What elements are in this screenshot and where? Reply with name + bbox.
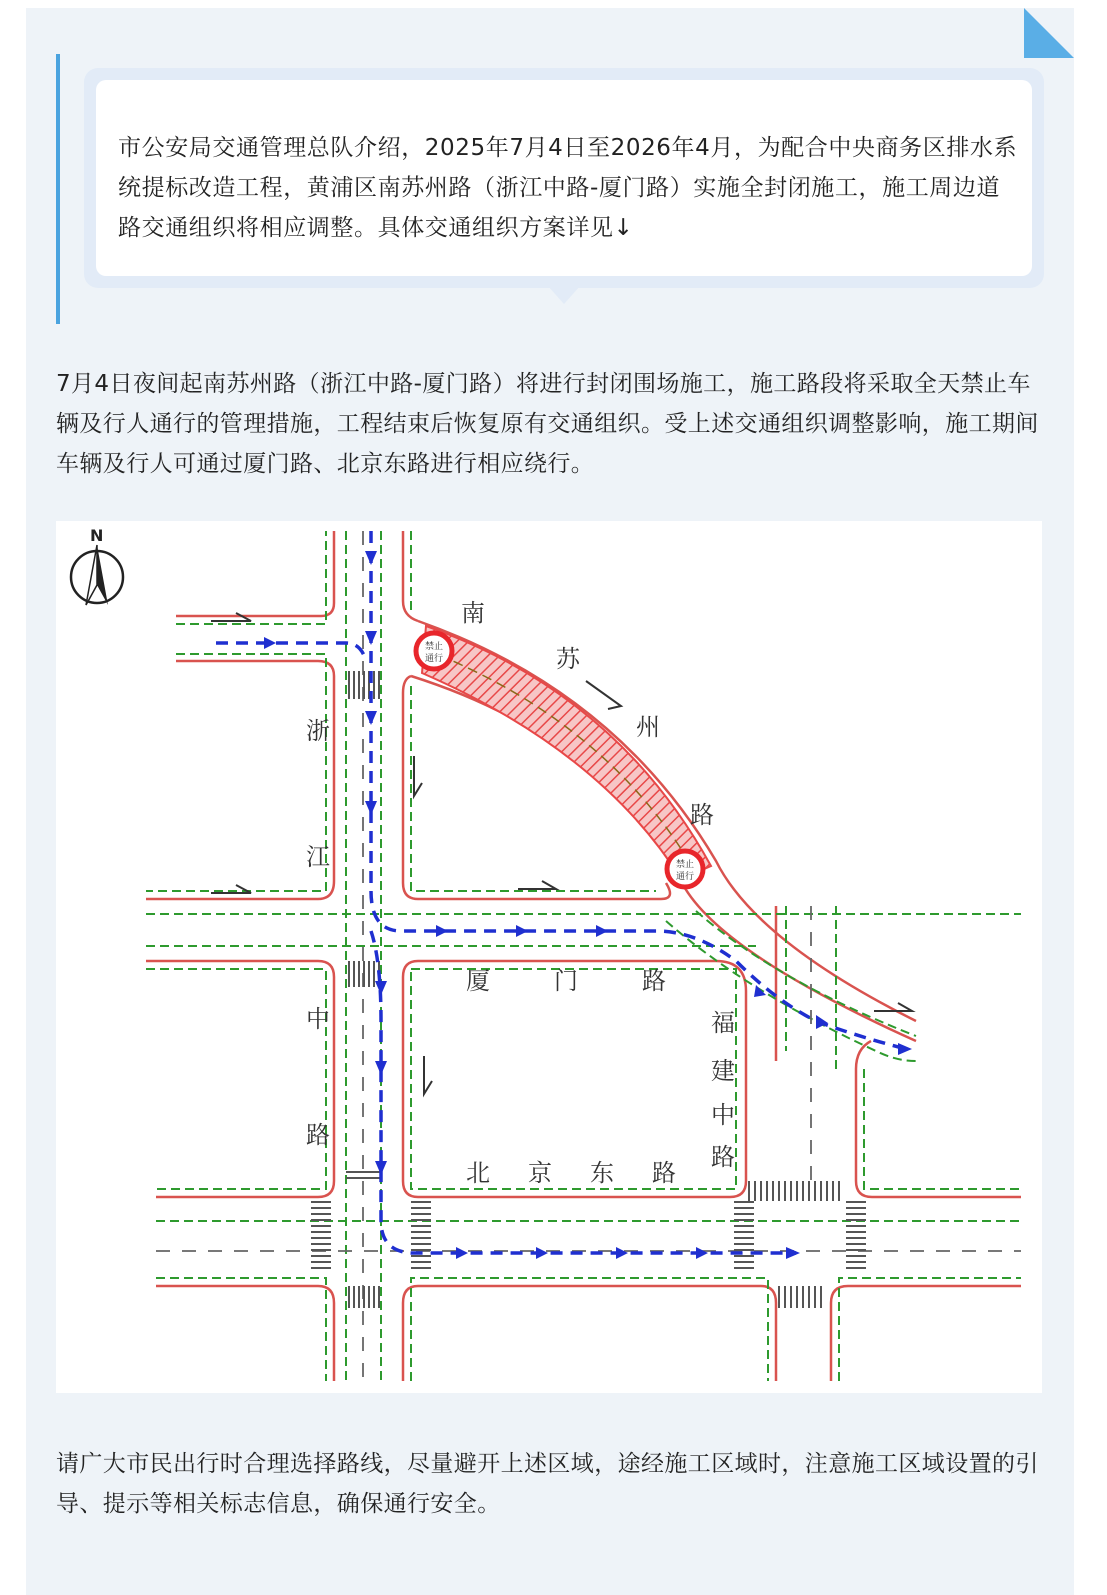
road-label-xiamen: 厦 (466, 967, 490, 995)
intro-quote-text: 市公安局交通管理总队介绍，2025年7月4日至2026年4月，为配合中央商务区排水系统提标改造工程，黄浦区南苏州路（浙江中路-厦门路）实施全封闭施工，施工周边道路交通组织将相应调整。具体交通组织方案详见↓ (118, 135, 1018, 241)
road-label-nansuzhou: 苏 (556, 645, 580, 673)
road-label-xiamen: 门 (554, 967, 578, 995)
road-label-beijing: 路 (652, 1159, 676, 1187)
quote-bubble-tail (548, 286, 580, 304)
road-label-nansuzhou: 州 (636, 713, 660, 741)
road-label-nansuzhou: 路 (690, 801, 714, 829)
road-label-fujian: 福 (711, 1009, 735, 1037)
road-label-fujian: 路 (711, 1143, 735, 1171)
svg-text:禁止: 禁止 (675, 860, 695, 870)
road-label-xiamen: 路 (642, 967, 666, 995)
road-label-zhejiang: 中 (306, 1005, 330, 1033)
svg-text:通行: 通行 (424, 654, 444, 664)
road-label-zhejiang: 浙 (306, 717, 330, 745)
traffic-map (56, 521, 1042, 1393)
road-label-zhejiang: 江 (306, 843, 330, 871)
road-label-beijing: 东 (590, 1159, 614, 1187)
quote-bar (56, 54, 60, 324)
notice-paragraph-1: 7月4日夜间起南苏州路（浙江中路-厦门路）将进行封闭围场施工，施工路段将采取全天禁止车辆及行人通行的管理措施，工程结束后恢复原有交通组织。受上述交通组织调整影响，施工期间车辆及行人可通过厦门路、北京东路进行相应绕行。 (56, 371, 1039, 477)
north-compass-icon (71, 526, 123, 605)
lane-edges (146, 531, 1021, 1381)
no-entry-sign-north (416, 633, 452, 669)
road-label-beijing: 北 (466, 1159, 490, 1187)
road-label-fujian: 中 (711, 1101, 735, 1129)
svg-text:通行: 通行 (675, 872, 695, 882)
road-curbs (146, 531, 1021, 1381)
north-label: N (90, 526, 104, 545)
no-entry-sign-south (667, 851, 703, 887)
road-label-nansuzhou: 南 (461, 599, 485, 627)
road-label-zhejiang: 路 (306, 1121, 330, 1149)
road-label-beijing: 京 (528, 1159, 552, 1187)
notice-paragraph-2: 请广大市民出行时合理选择路线，尽量避开上述区域，途经施工区域时，注意施工区域设置的引导、提示等相关标志信息，确保通行安全。 (56, 1451, 1039, 1517)
corner-fold-icon (1024, 8, 1074, 58)
svg-text:禁止: 禁止 (424, 642, 444, 652)
road-label-fujian: 建 (711, 1057, 735, 1085)
